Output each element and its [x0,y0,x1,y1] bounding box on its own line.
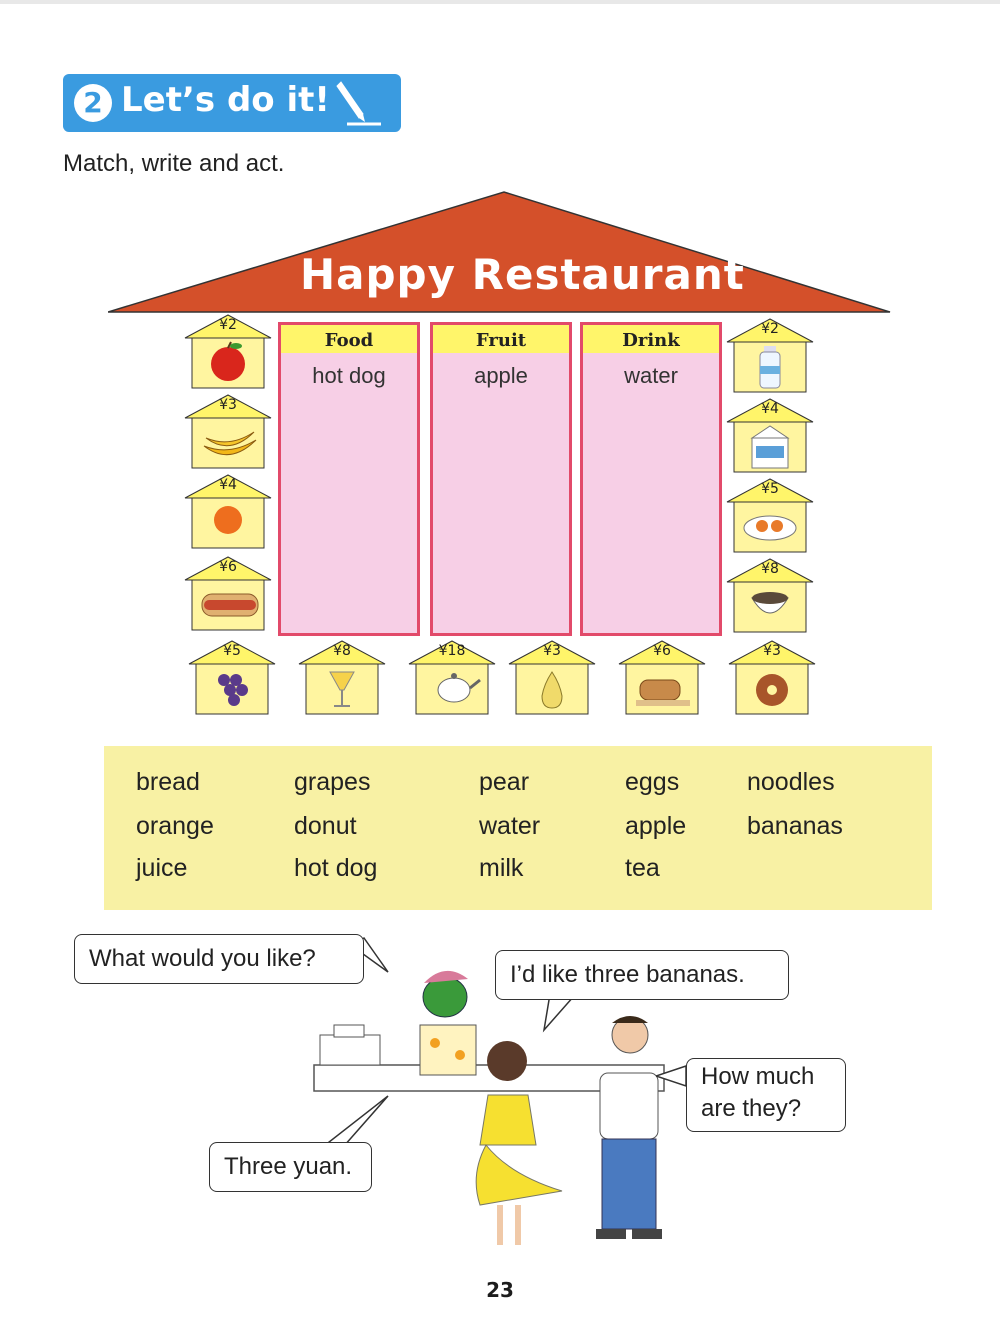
menu-column-drink [580,322,722,636]
word-milk: milk [479,854,524,882]
juice-icon [314,666,370,712]
menu-item-food: hot dog [312,363,386,388]
how-much-line-2: are they? [701,1095,802,1122]
price-tag-tea: ¥18 [408,640,496,716]
word-pear: pear [479,768,530,796]
word-juice: juice [136,854,188,882]
word-bananas: bananas [747,812,843,840]
menu-column-food [278,322,420,636]
price-tag-eggs: ¥5 [726,478,814,554]
restaurant-name: Happy Restaurant [300,250,745,299]
bread-icon [634,666,694,712]
price-tag-bread: ¥6 [618,640,706,716]
price-tag-pear: ¥3 [508,640,596,716]
grapes-icon [204,666,260,712]
word-noodles: noodles [747,768,835,796]
bubble-tail-a2 [322,1094,392,1148]
speech-bubble-what-would-you-like: What would you like? [74,934,364,984]
price-tag-bananas: ¥3 [184,394,272,470]
menu-item-fruit: apple [474,363,528,388]
price-tag-grapes: ¥5 [188,640,276,716]
pencil-icon [333,78,385,128]
speech-bubble-three-bananas: I’d like three bananas. [495,950,789,1000]
water-bottle-icon [742,344,798,390]
menu-column-fruit [430,322,572,636]
teapot-icon [424,666,484,712]
menu-header-drink: Drink [583,325,719,353]
word-apple: apple [625,812,687,840]
price-tag-milk: ¥4 [726,398,814,474]
bubble-tail-q2 [656,1062,688,1092]
menu-item-drink: water [624,363,678,388]
bubble-tail-a1 [540,994,580,1034]
word-donut: donut [294,812,357,840]
word-tea: tea [625,854,660,882]
price-tag-hot-dog: ¥6 [184,556,272,632]
pear-icon [524,666,580,712]
price-tag-water: ¥2 [726,318,814,394]
price-tag-donut: ¥3 [728,640,816,716]
eggs-icon [742,504,798,548]
word-eggs: eggs [625,768,680,796]
orange-icon [200,500,256,544]
hot-dog-icon [200,582,260,626]
word-bread: bread [136,768,200,796]
bananas-icon [200,420,260,464]
price-tag-orange: ¥4 [184,474,272,550]
section-header [63,74,401,132]
milk-carton-icon [742,424,798,470]
word-bank [104,746,932,910]
word-hot-dog: hot dog [294,854,378,882]
word-water: water [479,812,541,840]
word-orange: orange [136,812,214,840]
speech-bubble-how-much [686,1058,846,1132]
page-top-border [0,0,1000,4]
price-tag-juice: ¥8 [298,640,386,716]
menu-header-food: Food [281,325,417,353]
word-grapes: grapes [294,768,371,796]
page-number: 23 [486,1278,514,1302]
noodles-icon [742,584,798,628]
instruction-text: Match, write and act. [63,150,285,177]
price-tag-noodles: ¥8 [726,558,814,634]
section-title: Let’s do it! [121,80,330,120]
price-tag-apple: ¥2 [184,314,272,390]
speech-bubble-three-yuan: Three yuan. [209,1142,372,1192]
section-number: 2 [74,84,112,122]
apple-icon [200,340,256,384]
donut-icon [744,666,800,712]
how-much-line-1: How much [701,1063,815,1090]
menu-header-fruit: Fruit [433,325,569,353]
